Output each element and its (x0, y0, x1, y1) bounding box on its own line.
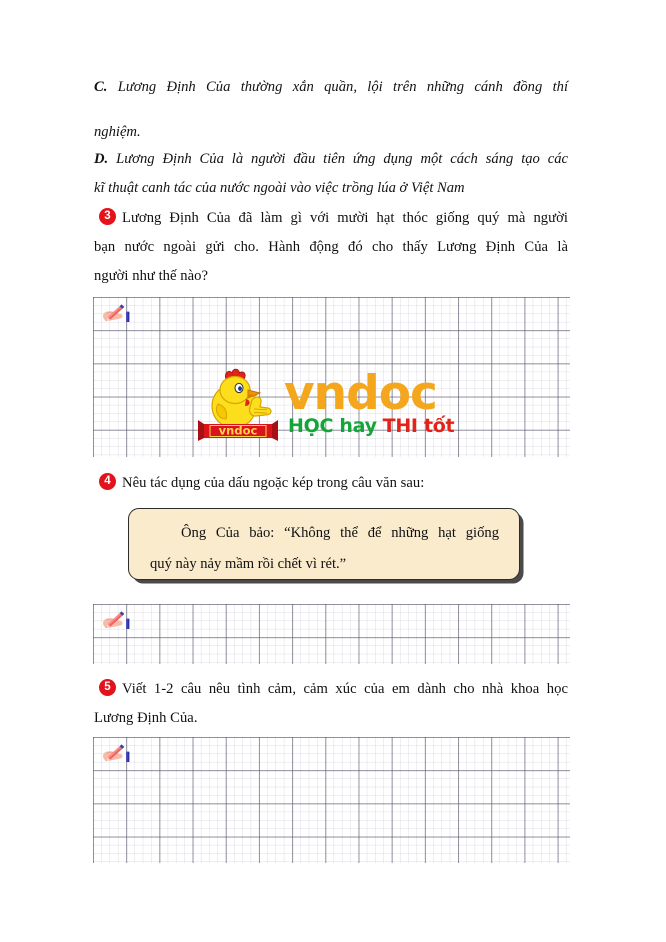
vndoc-wordmark: vndoc (284, 365, 437, 421)
pencil-writing-hand-icon (101, 608, 131, 632)
option-d-letter: D. (94, 151, 109, 167)
vndoc-tagline-red: THI tốt (382, 415, 455, 438)
quote-line-2: quý này nảy mầm rồi chết vì rét.” (150, 556, 347, 572)
question-5-text-line-2: Lương Định Của. (94, 710, 198, 726)
answer-grid-q4[interactable] (93, 604, 570, 664)
pencil-writing-hand-icon (101, 741, 131, 765)
question-5-line-1 (122, 682, 568, 697)
question-4-line-1 (122, 476, 568, 491)
question-4-text-line-1: Nêu tác dụng của dấu ngoặc kép trong câu văn sau: (122, 475, 425, 491)
option-d-line-1 (94, 152, 568, 167)
question-3-line-1 (122, 211, 568, 226)
quote-line-1: Ông Của bảo: “Không thể để những hạt giống (181, 525, 499, 541)
question-3-text-line-1: Lương Định Của đã làm gì với mười hạt thóc giống quý mà người (122, 210, 568, 226)
question-5-line-2 (94, 711, 568, 726)
option-c-letter: C. (94, 79, 108, 95)
vndoc-ribbon-text: vndoc (218, 423, 258, 438)
option-d-text-line-1: Lương Định Của là người đầu tiên ứng dụng một cách sáng tạo các (116, 151, 568, 167)
option-c-text-line-2: nghiệm. (94, 124, 141, 140)
question-5-text-line-1: Viết 1-2 câu nêu tình cảm, cảm xúc của em dành cho nhà khoa học (122, 681, 568, 697)
option-c-line-1 (94, 80, 568, 95)
vndoc-logo (198, 362, 454, 444)
vndoc-mascot-chicken-icon (198, 362, 278, 444)
question-3-line-3 (94, 269, 568, 284)
question-4-number-badge: 4 (99, 473, 116, 490)
option-d-text-line-2: kĩ thuật canh tác của nước ngoài vào việc trồng lúa ở Việt Nam (94, 180, 465, 196)
question-3-text-line-3: người như thế nào? (94, 268, 209, 284)
option-c-line-2 (94, 125, 568, 140)
vndoc-tagline-green: HỌC hay (288, 415, 377, 438)
option-c-text-line-1: Lương Định Của thường xắn quần, lội trên những cánh đồng thí (117, 79, 568, 95)
question-5-number-badge: 5 (99, 679, 116, 696)
pencil-writing-hand-icon (101, 301, 131, 325)
question-3-number-badge: 3 (99, 208, 116, 225)
question-3-line-2 (94, 240, 568, 255)
option-d-line-2 (94, 181, 568, 196)
quote-callout-box (128, 508, 520, 580)
question-3-text-line-2: bạn nước ngoài gửi cho. Hành động đó cho thấy Lương Định Của là (94, 239, 568, 255)
answer-grid-q5[interactable] (93, 737, 570, 863)
